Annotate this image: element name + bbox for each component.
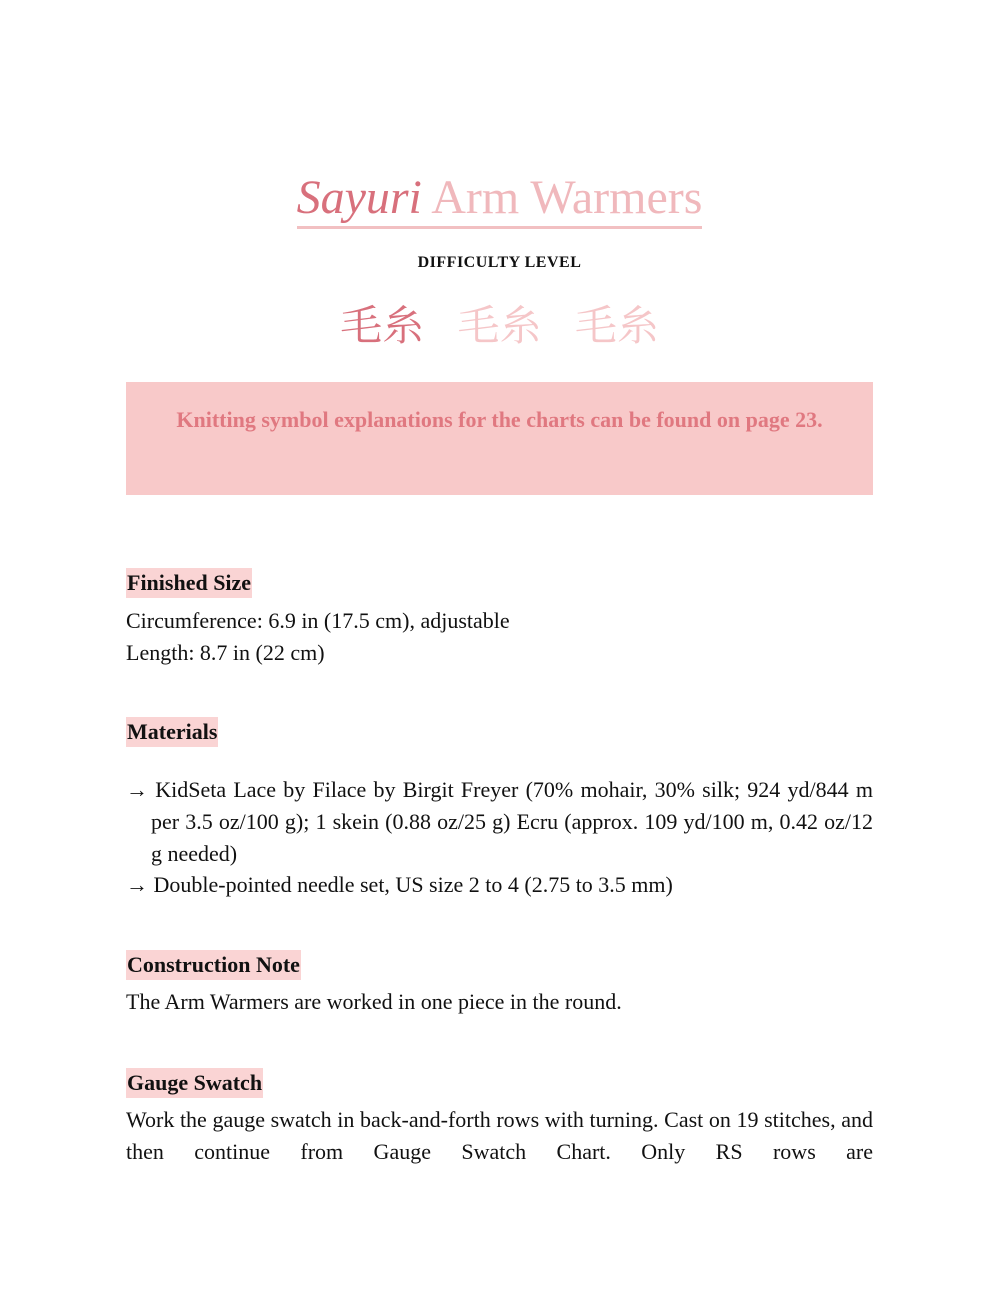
difficulty-label: DIFFICULTY LEVEL bbox=[417, 254, 582, 271]
construction-note-text: The Arm Warmers are worked in one piece in the round. bbox=[126, 989, 622, 1014]
pattern-title bbox=[0, 168, 999, 229]
finished-size-heading: Finished Size bbox=[126, 568, 252, 598]
yarn-icon-2: 毛糸 bbox=[457, 301, 542, 350]
title-emphasis: Sayuri bbox=[296, 171, 422, 224]
yarn-icon-1: 毛糸 bbox=[340, 301, 425, 350]
yarn-icon-3: 毛糸 bbox=[574, 301, 659, 350]
materials-item-needles: → Double-pointed needle set, US size 2 to 4 (2.75 to 3.5 mm) bbox=[126, 872, 673, 897]
gauge-swatch-heading: Gauge Swatch bbox=[126, 1068, 263, 1098]
title-rest: Arm Warmers bbox=[421, 171, 703, 224]
materials-item-yarn: → KidSeta Lace by Filace by Birgit Freyer (70% mohair, 30% silk; 924 yd/844 m per 3.5 oz/100 g); 1 skein (0.88 oz/25 g) Ecru (approx. 109 yd/100 m, 0.42 oz/12 g needed) bbox=[126, 777, 873, 866]
title-underline-wrapper bbox=[297, 170, 703, 229]
materials-heading: Materials bbox=[126, 717, 218, 747]
circumference-line: Circumference: 6.9 in (17.5 cm), adjustable bbox=[126, 608, 510, 633]
chart-symbols-note: Knitting symbol explanations for the charts can be found on page 23. bbox=[126, 382, 873, 495]
length-line: Length: 8.7 in (22 cm) bbox=[126, 640, 325, 665]
gauge-swatch-text: Work the gauge swatch in back-and-forth rows with turning. Cast on 19 stitches, and then continue from Gauge Swatch Chart. Only RS rows are bbox=[126, 1107, 873, 1164]
construction-note-heading: Construction Note bbox=[126, 950, 301, 980]
difficulty-rating bbox=[0, 296, 999, 356]
